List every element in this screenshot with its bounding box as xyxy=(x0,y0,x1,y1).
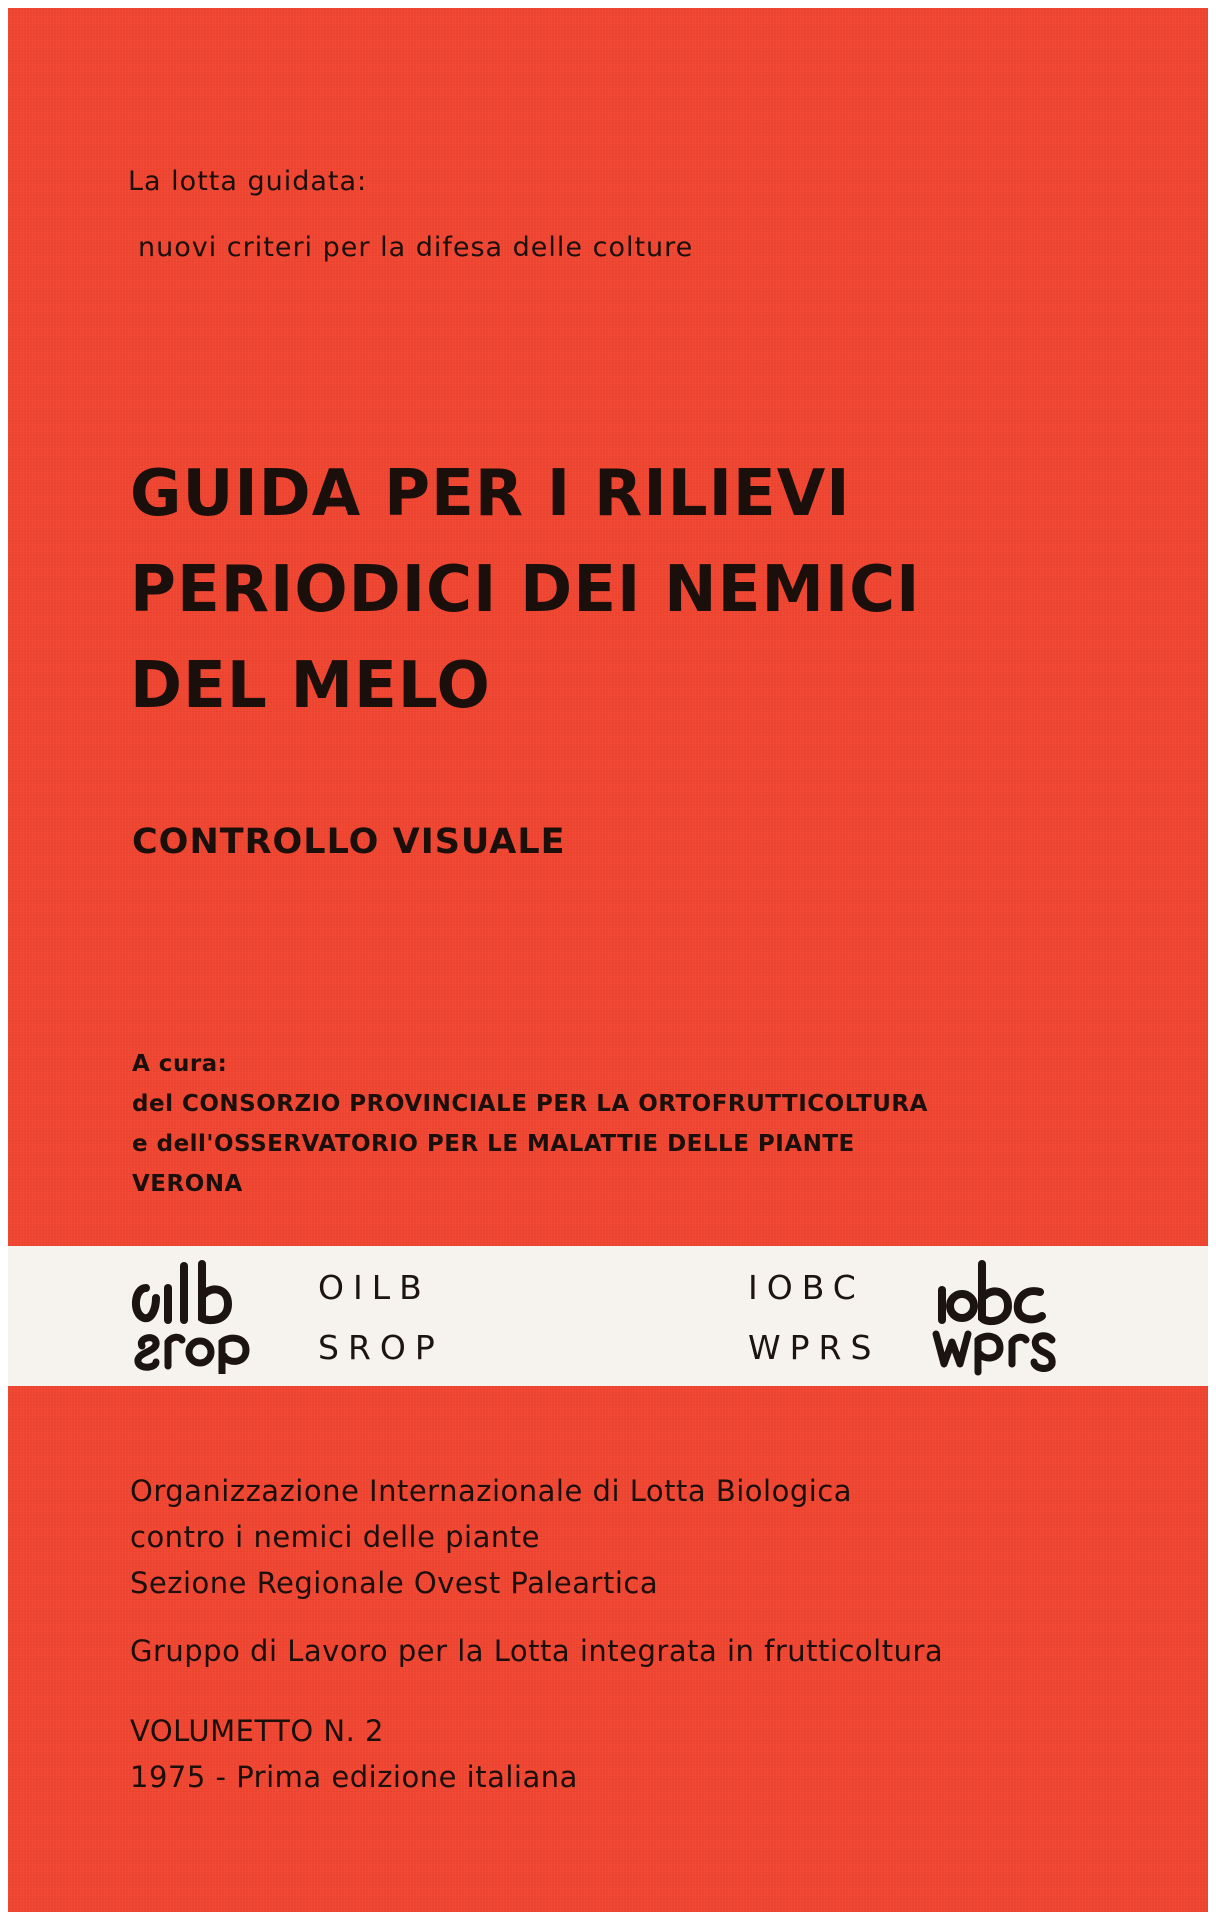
srop-label: SROP xyxy=(318,1328,444,1367)
iobc-wprs-logo-icon xyxy=(930,1260,1060,1376)
curated-line-2: e dell'OSSERVATORIO PER LE MALATTIE DELLE PIANTE xyxy=(132,1131,855,1157)
title-line-1: GUIDA PER I RILIEVI xyxy=(130,457,851,531)
wprs-label: WPRS xyxy=(748,1328,881,1367)
series-line-1: La lotta guidata: xyxy=(128,166,368,197)
organization-line-3: Sezione Regionale Ovest Paleartica xyxy=(130,1566,659,1600)
organization-line-1: Organizzazione Internazionale di Lotta Biologica xyxy=(130,1474,853,1508)
iobc-label: IOBC xyxy=(748,1268,865,1307)
book-cover xyxy=(8,8,1208,1912)
edition-line: 1975 - Prima edizione italiana xyxy=(130,1760,578,1794)
curated-line-3: VERONA xyxy=(132,1171,243,1197)
curated-by xyxy=(132,1044,928,1204)
volume-block xyxy=(130,1708,578,1800)
series-line-2: nuovi criteri per la difesa delle colture xyxy=(138,232,694,263)
organization-block xyxy=(130,1468,852,1606)
oilb-label: OILB xyxy=(318,1268,431,1307)
title-line-3: DEL MELO xyxy=(130,649,491,723)
logo-band xyxy=(8,1246,1208,1386)
volume-number: VOLUMETTO N. 2 xyxy=(130,1714,384,1748)
cover-title xyxy=(130,446,920,734)
curated-line-1: del CONSORZIO PROVINCIALE PER LA ORTOFRUTTICOLTURA xyxy=(132,1091,928,1117)
organization-line-2: contro i nemici delle piante xyxy=(130,1520,540,1554)
title-line-2: PERIODICI DEI NEMICI xyxy=(130,553,921,627)
cover-subtitle: CONTROLLO VISUALE xyxy=(132,822,566,862)
oilb-srop-logo-icon xyxy=(128,1258,258,1374)
curated-label: A cura: xyxy=(132,1051,228,1077)
working-group: Gruppo di Lavoro per la Lotta integrata in frutticoltura xyxy=(130,1634,944,1668)
